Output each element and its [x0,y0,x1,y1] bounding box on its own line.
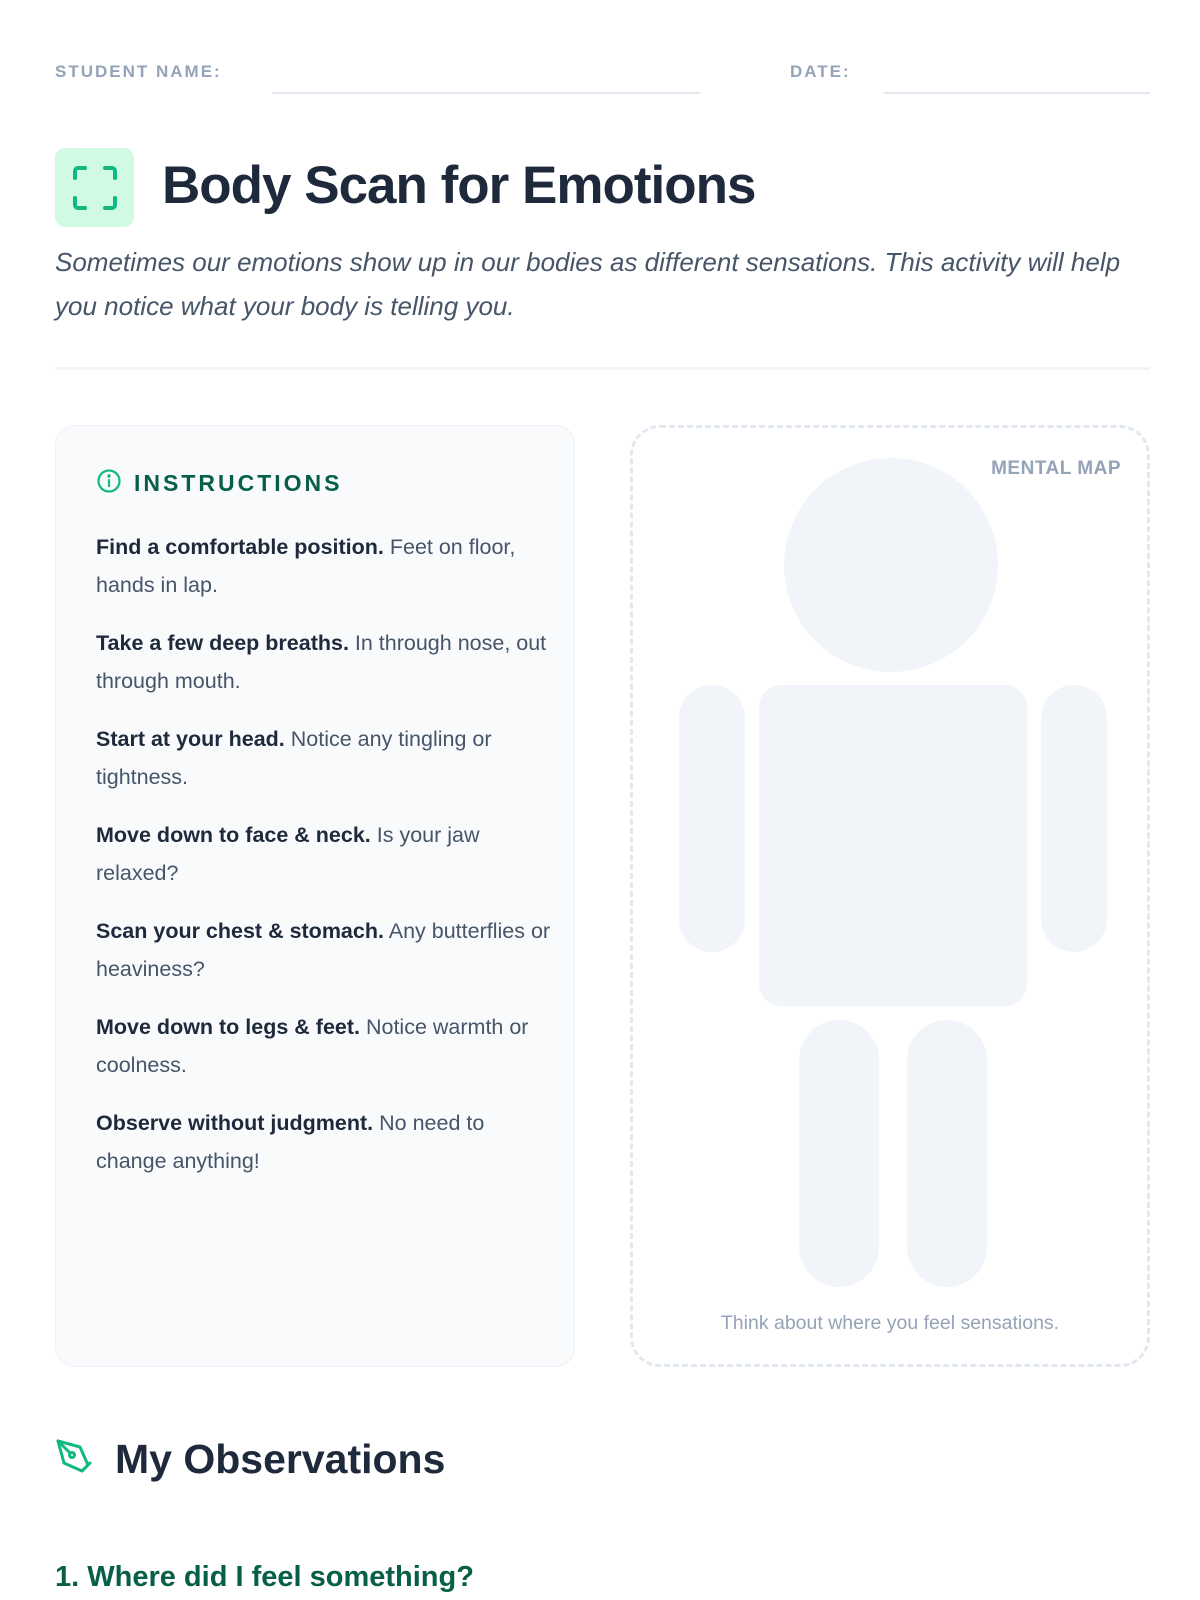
step-title: Move down to face & neck. [96,823,371,847]
divider [55,367,1150,370]
body-right-arm [1041,685,1107,952]
mental-map-label: MENTAL MAP [991,458,1121,479]
step-text: In through nose, out through mouth. [96,631,547,693]
student-name-label: STUDENT NAME: [55,62,222,81]
step-text: Feet on floor, hands in lap. [96,535,516,597]
step-title: Scan your chest & stomach. [96,919,384,943]
body-torso [759,685,1027,1006]
observations-header [55,1436,445,1483]
step-title: Observe without judgment. [96,1111,374,1135]
body-head [784,458,998,672]
date-field[interactable] [884,92,1150,94]
pen-icon [55,1438,93,1481]
student-name-field[interactable] [272,92,700,94]
instruction-step [96,912,551,988]
instruction-step [96,816,551,892]
step-title: Take a few deep breaths. [96,631,349,655]
instructions-heading: INSTRUCTIONS [134,470,343,496]
step-text: Any butterflies or heaviness? [96,919,551,981]
instruction-step [96,624,551,700]
instruction-step [96,1104,551,1180]
scan-icon [55,148,134,227]
date-label: DATE: [790,62,851,81]
body-left-arm [679,685,745,952]
instruction-step [96,1008,551,1084]
page-subtitle: Sometimes our emotions show up in our bodies as different sensations. This activity will help you notice what your body is telling you. [55,247,1121,321]
instruction-step [96,720,551,796]
mental-map-caption: Think about where you feel sensations. [720,1312,1060,1334]
instructions-header [96,468,343,499]
body-left-leg [799,1020,879,1287]
step-title: Move down to legs & feet. [96,1015,360,1039]
body-right-leg [907,1020,987,1287]
instructions-panel [55,425,575,1367]
page-title: Body Scan for Emotions [162,156,756,215]
observations-heading: My Observations [115,1436,446,1482]
question-1: 1. Where did I feel something? [55,1561,474,1593]
step-text: Is your jaw relaxed? [96,823,480,885]
header-row [55,62,1150,98]
step-title: Find a comfortable position. [96,535,384,559]
mental-map-panel [630,425,1150,1367]
instruction-step [96,528,551,604]
step-text: No need to change anything! [96,1111,485,1173]
info-icon [96,468,122,499]
instructions-list [96,528,551,1200]
step-text: Notice warmth or coolness. [96,1015,529,1077]
step-title: Start at your head. [96,727,285,751]
step-text: Notice any tingling or tightness. [96,727,492,789]
